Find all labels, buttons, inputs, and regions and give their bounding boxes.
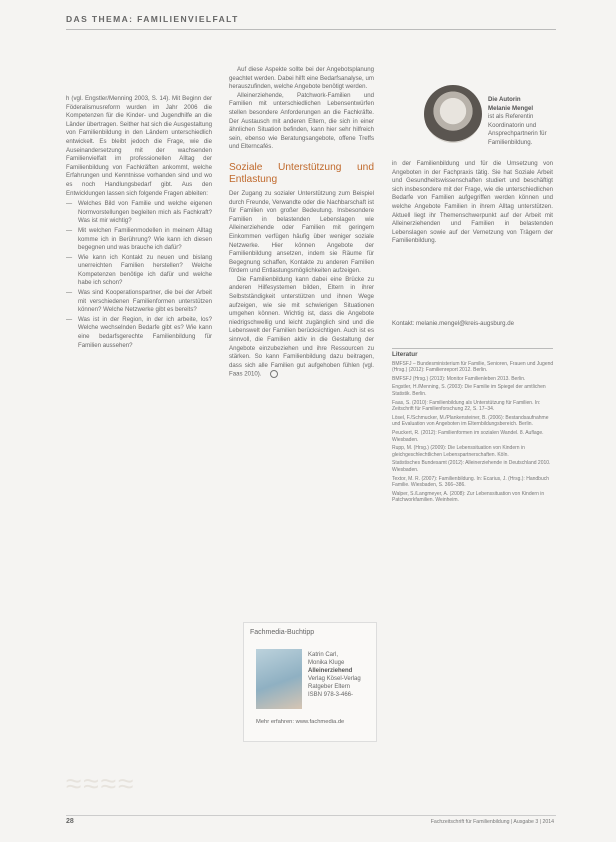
ad-link[interactable]: Mehr erfahren: www.fachmedia.de [256, 719, 345, 725]
literature-item: Lösel, F./Schmucker, M./Plankensteiner, B. (2006): Bestandsaufnahme und Evaluation von Angeboten im Elternbildungsbereich. Berlin. [392, 414, 549, 428]
author-email: Kontakt: melanie.mengel@kreis-augsburg.de [392, 320, 515, 327]
ad-text [308, 651, 372, 699]
literature-item: Peuckert, R. (2012): Familienformen im sozialen Wandel. 8. Auflage. Wiesbaden. [392, 429, 544, 443]
literature-item: BMFSFJ (Hrsg.) (2013): Monitor Familienleben 2013. Berlin. [392, 375, 526, 382]
author-intro: ist als Referentin Koordinatorin und Ansprechpartnerin für Familienbildung. [488, 113, 547, 146]
ad-book-title: Alleinerziehend [308, 668, 353, 674]
ad-line: Katrin Carl, [308, 652, 339, 658]
header-rule [66, 29, 556, 30]
footer-rule [66, 815, 556, 816]
paragraph: Auf diese Aspekte sollte bei der Angebotsplanung geachtet werden. Dabei hilft eine Bedarfsanalyse, um herauszufinden, welche Angebote benötigt werden. [229, 66, 374, 91]
column-2 [229, 66, 374, 380]
list-item: — Was sind Kooperationspartner, die bei der Arbeit mit verschiedenen Familienformen unterstützen können? Welche Netzwerke gibt es bereits? [66, 289, 212, 315]
literature-item: Textor, M. R. (2007): Familienbildung. In: Ecarius, J. (Hrsg.): Handbuch Familie. Wiesbaden, S. 366–386. [392, 475, 550, 489]
literature-item: Rupp, M. (Hrsg.) (2009): Die Lebenssituation von Kindern in gleichgeschlechtlichen Lebenspartnerschaften. Köln. [392, 445, 525, 458]
literature-title: Literatur [392, 351, 418, 358]
book-ad[interactable] [243, 622, 377, 742]
book-cover-image [256, 649, 302, 709]
footer-text: Fachzeitschrift für Familienbildung | Ausgabe 3 | 2014 [430, 819, 554, 825]
question-list [66, 200, 212, 350]
author-photo [424, 85, 482, 143]
list-item: — Welches Bild von Familie und welche eigenen Normvorstellungen begleiten mich als Fachkraft? Was ist mir wichtig? [66, 200, 212, 226]
author-heading: Die Autorin [488, 96, 521, 103]
column-1 [66, 95, 212, 352]
watermark: ≈≈≈≈ [66, 768, 136, 799]
literature-item: Faas, S. (2010): Familienbildung als Unterstützung für Familien. In: Zeitschrift für Familienforschung 22, S. 17–34. [392, 399, 541, 413]
ad-line: Ratgeber Eltern [308, 684, 351, 690]
paragraph: Alleinerziehende, Patchwork-Familien und Familien mit unterschiedlichen Lebensentwürfen stellen besondere Anforderungen an die Fachkräfte. Der Austausch mit anderen Eltern, die sich in einer ähnlichen Situation befinden, kann hier sehr hilfreich sein, ebenso wie Beratungsangebote, offene Treffs und Elterncafés. [229, 91, 374, 151]
ad-line: ISBN 978-3-466- [308, 692, 354, 698]
ad-line: Monika Kluge [308, 660, 345, 666]
section-title: Soziale Unterstützung und Entlastung [229, 161, 374, 185]
list-item: — Wie kann ich Kontakt zu neuen und bislang unerreichten Familien herstellen? Welche Kompetenzen benötige ich dafür und welche habe ich schon? [66, 254, 212, 288]
ad-line: Verlag Kösel-Verlag [308, 676, 361, 682]
author-box [488, 96, 554, 148]
paragraph: h (vgl. Engstler/Menning 2003, S. 14). Mit Beginn der Föderalismusreform wurden im Jahr 2006 die Kompetenzen für die Kinder- und Jugendhilfe an die Länder übertragen. Seither hat sich die Ausgestaltung von Familienbildung in den Ländern unterschiedlich entwickelt. Es bleibt jedoch die Frage, wie die Auseinandersetzung mit der wachsenden Familienvielfalt im professionellen Alltag der Familienbildung von Fachkräften ankommt, welche Erfahrungen und Kenntnisse vorhanden sind und wo es noch Handlungsbedarf gibt. Aus den Entwicklungen lassen sich folgende Fragen ableiten: [66, 95, 212, 197]
author-name: Melanie Mengel [488, 104, 534, 112]
author-bio: in der Familienbildung und für die Umsetzung von Angeboten in der Fachpraxis tätig. Sie hat Soziale Arbeit und Gesundheitswissenschaften studiert und beschäftigt sich insbesondere mit der Frage, wie die unterschiedlichen Bedarfe von Familien aufgegriffen werden können und welche Angebote Familien in ihrem Alltag unterstützen. Aktuell liegt ihr Themenschwerpunkt auf der Arbeit mit Alleinerziehenden und Familien in belastenden Lebenslagen sowie auf der Vernetzung von Trägern der Familienbildung. [392, 160, 553, 245]
paragraph: Der Zugang zu sozialer Unterstützung zum Beispiel durch Freunde, Verwandte oder die Nachbarschaft ist für Familien von großer Bedeutung. Insbesondere Familien in belastenden Lebenslagen wie Alleinerziehende oder Familien mit geringem Einkommen verfügen häufig über weniger soziale Netzwerke. Hier können Angebote der Familienbildung ansetzen, indem sie Räume für Begegnung schaffen, Kontakte zu anderen Familien fördern und Entlastungsmöglichkeiten aufzeigen. [229, 189, 374, 275]
paragraph-text: Die Familienbildung kann dabei eine Brücke zu anderen Hilfesystemen bilden, Eltern in ihrer Selbstständigkeit unterstützen und ihnen Wege aufzeigen, wie sie mit schwierigen Situationen umgehen können. Wichtig ist, dass die Angebote niedrigschwellig und leicht zugänglich sind und die Lebenswelt der Familien berücksichtigen. Auch ist es sinnvoll, die Familien aktiv in die Gestaltung der Angebote einzubeziehen und ihre Ressourcen zu stärken. So kann Familienbildung dazu beitragen, dass sich alle Familien gut aufgehoben fühlen (vgl. Faas 2010). [229, 275, 374, 379]
ad-label: Fachmedia-Buchtipp [250, 629, 315, 636]
page-header: DAS THEMA: FAMILIENVIELFALT [66, 14, 239, 24]
paragraph [229, 276, 374, 380]
literature-item: Engstler, H./Menning, S. (2003): Die Familie im Spiegel der amtlichen Statistik. Berlin. [392, 384, 546, 397]
literature-item: BMFSFJ – Bundesministerium für Familie, Senioren, Frauen und Jugend (Hrsg.) (2012): Familienreport 2012. Berlin. [392, 360, 554, 374]
list-item: — Was ist in der Region, in der ich arbeite, los? Welche wechselnden Bedarfe gibt es? Wie kann eine bedarfsgerechte Familienbildung für Familien aussehen? [66, 316, 212, 350]
literature-item: Statistisches Bundesamt (2012): Alleinerziehende in Deutschland 2010. Wiesbaden. [392, 460, 551, 473]
list-item: — Mit welchen Familienmodellen in meinem Alltag komme ich in Berührung? Wie kann ich diesen begegnen und was brauche ich dafür? [66, 227, 212, 253]
page-number: 28 [66, 818, 74, 825]
literature-item: Walper, S./Langmeyer, A. (2008): Zur Lebenssituation von Kindern in Patchworkfamilien. Weinheim. [392, 490, 545, 504]
literature [392, 352, 555, 506]
literature-rule [392, 348, 553, 349]
end-mark-icon [270, 370, 278, 378]
